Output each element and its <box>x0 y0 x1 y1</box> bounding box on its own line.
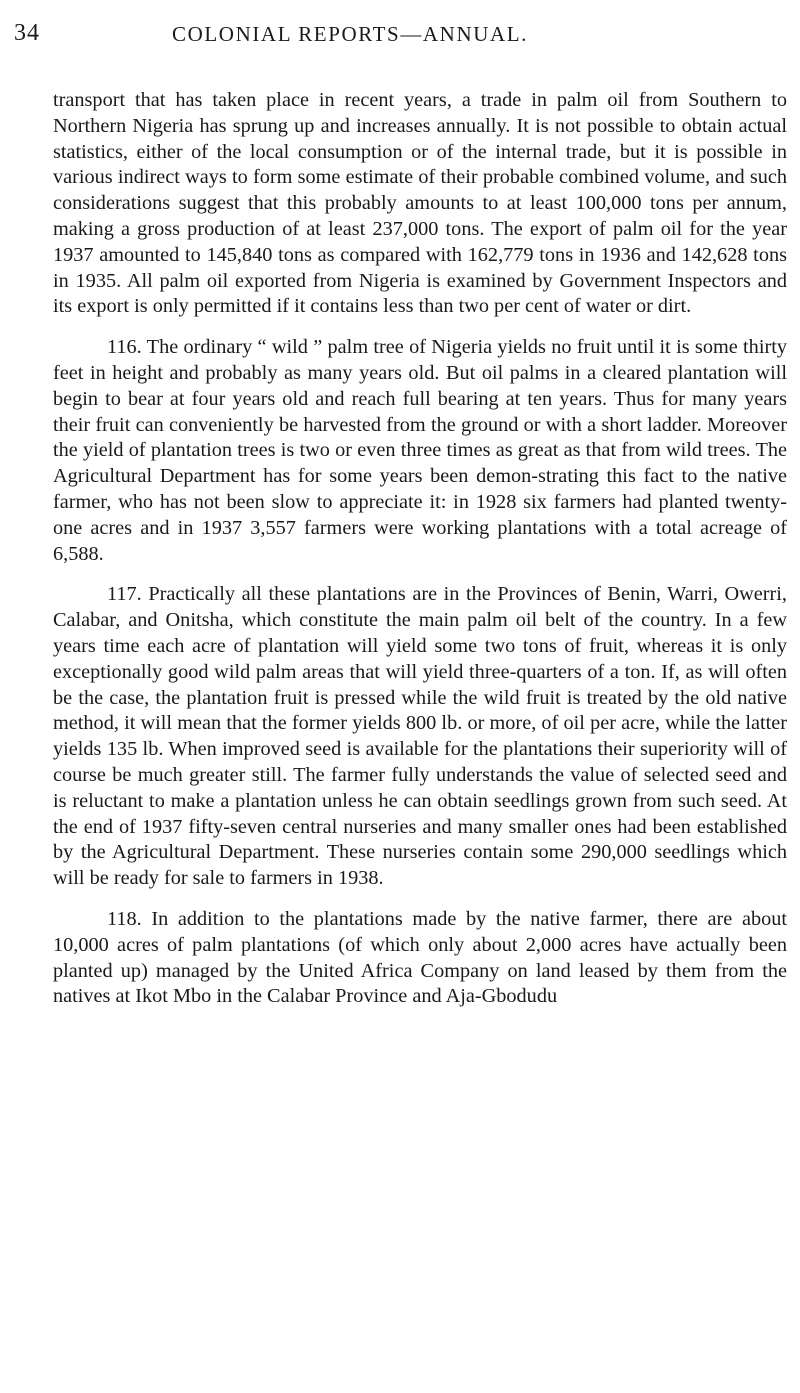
paragraph-116: 116. The ordinary “ wild ” palm tree of Nigeria yields no fruit until it is some thirty feet in height and probably as many years old. But oil palms in a cleared plantation will begin to bear at four years old and reach full bearing at ten years. Thus for many years their fruit can conveniently be harvested from the ground or with a short ladder. Moreover the yield of plantation trees is two or even three times as great as that from wild trees. The Agricultural Department has for some years been demon-strating this fact to the native farmer, who has not been slow to appreciate it: in 1928 six farmers had planted twenty-one acres and in 1937 3,557 farmers were working plantations with a total acreage of 6,588. <box>53 336 787 565</box>
paragraph-continuation: transport that has taken place in recent years, a trade in palm oil from Southern to Northern Nigeria has sprung up and increases annually. It is not possible to obtain actual statistics, either of the local consumption or of the internal trade, but it is possible in various indirect ways to form some estimate of their probable combined volume, and such considerations suggest that this probably amounts to at least 100,000 tons per annum, making a gross production of at least 237,000 tons. The export of palm oil for the year 1937 amounted to 145,840 tons as compared with 162,779 tons in 1936 and 142,628 tons in 1935. All palm oil exported from Nigeria is examined by Government Inspectors and its export is only permitted if it contains less than two per cent of water or dirt. <box>53 89 787 318</box>
page-number: 34 <box>14 20 40 46</box>
paragraph-117: 117. Practically all these plantations are in the Provinces of Benin, Warri, Owerri, Calabar, and Onitsha, which constitute the main palm oil belt of the country. In a few years time each acre of plantation will yield some two tons of fruit, whereas it is only exceptionally good wild palm areas that will yield three-quarters of a ton. If, as will often be the case, the plantation fruit is pressed while the wild fruit is treated by the old native method, it will mean that the former yields 800 lb. or more, of oil per acre, while the latter yields 135 lb. When improved seed is available for the plantations their superiority will of course be much greater still. The farmer fully understands the value of selected seed and is reluctant to make a plantation unless he can obtain seedlings grown from such seed. At the end of 1937 fifty-seven central nurseries and many smaller ones had been established by the Agricultural Department. These nurseries contain some 290,000 seedlings which will be ready for sale to farmers in 1938. <box>53 583 787 890</box>
body-text <box>53 88 787 1025</box>
paragraph-118: 118. In addition to the plantations made by the native farmer, there are about 10,000 acres of palm plantations (of which only about 2,000 acres have actually been planted up) managed by the United Africa Company on land leased by them from the natives at Ikot Mbo in the Calabar Province and Aja-Gbodudu <box>53 907 787 1008</box>
running-head-title: COLONIAL REPORTS—ANNUAL. <box>172 22 529 46</box>
